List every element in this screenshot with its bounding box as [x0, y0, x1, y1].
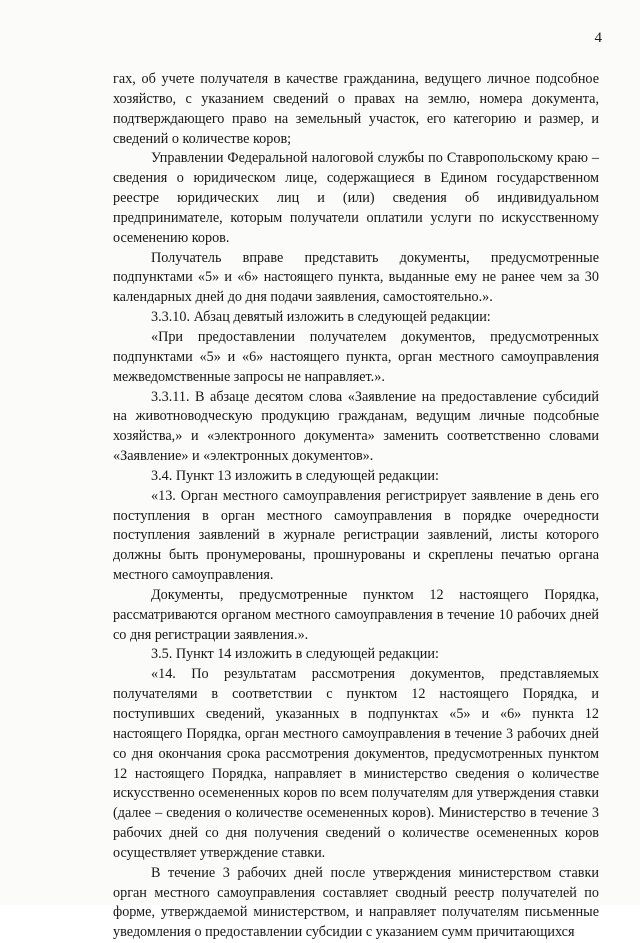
document-body — [113, 70, 599, 943]
paragraph: Управлении Федеральной налоговой службы по Ставропольскому краю – сведения о юридическом лице, содержащиеся в Едином государственном реестре юридических лиц и (или) сведения об индивидуальном предпринимателе, которым получатели оплатили услуги по искусственному осеменению коров. — [113, 150, 599, 246]
paragraph: «13. Орган местного самоуправления регистрирует заявление в день его поступления в орган местного самоуправления в порядке очередности поступления заявлений в журнале регистрации заявлений, листы которого должны быть пронумерованы, прошнурованы и скреплены печатью органа местного самоуправления. — [113, 487, 599, 584]
paragraph: «14. По результатам рассмотрения документов, представляемых получателями в соответствии с пунктом 12 настоящего Порядка, и поступивших сведений, указанных в подпунктах «5» и «6» пункта 12 настоящего Порядка, орган местного самоуправления в течение 3 рабочих дней со дня окончания срока рассмотрения документов, предусмотренных пунктом 12 настоящего Порядка, направляет в министерство сведения о количестве искусственно осемененных коров по всем получателям для утверждения ставки (далее – сведения о количестве осемененных коров). Министерство в течение 3 рабочих дней со дня получения сведений о количестве осемененных коров осуществляет утверждение ставки. — [113, 666, 599, 861]
page-number: 4 — [594, 30, 602, 46]
paragraph: 3.3.10. Абзац девятый изложить в следующей редакции: — [151, 309, 491, 326]
paragraph: В течение 3 рабочих дней после утверждения министерством ставки орган местного самоуправления составляет сводный реестр получателей по форме, утверждаемой министерством, и направляет получателям письменные уведомления о предоставлении субсидии с указанием сумм причитающихся — [113, 864, 599, 941]
paragraph: Документы, предусмотренные пунктом 12 настоящего Порядка, рассматриваются органом местного самоуправления в течение 10 рабочих дней со дня регистрации заявления.». — [113, 586, 599, 643]
paragraph: «При предоставлении получателем документов, предусмотренных подпунктами «5» и «6» настоящего пункта, орган местного самоуправления межведомственные запросы не направляет.». — [113, 328, 599, 385]
paragraph: 3.3.11. В абзаце десятом слова «Заявление на предоставление субсидий на животноводческую продукцию гражданам, ведущим личные подсобные хозяйства,» и «электронного документа» заменить соответственно словами «Заявление» и «электронных документов». — [113, 388, 599, 465]
paragraph: Получатель вправе представить документы, предусмотренные подпунктами «5» и «6» настоящего пункта, выданные ему не ранее чем за 30 календарных дней до дня подачи заявления, самостоятельно.». — [113, 249, 599, 306]
paragraph: гах, об учете получателя в качестве гражданина, ведущего личное подсобное хозяйство, с указанием сведений о правах на землю, номера документа, подтверждающего право на земельный участок, его категорию и размер, и сведений о количестве коров; — [113, 71, 599, 147]
paragraph: 3.5. Пункт 14 изложить в следующей редакции: — [151, 646, 439, 663]
paragraph: 3.4. Пункт 13 изложить в следующей редакции: — [151, 467, 439, 484]
